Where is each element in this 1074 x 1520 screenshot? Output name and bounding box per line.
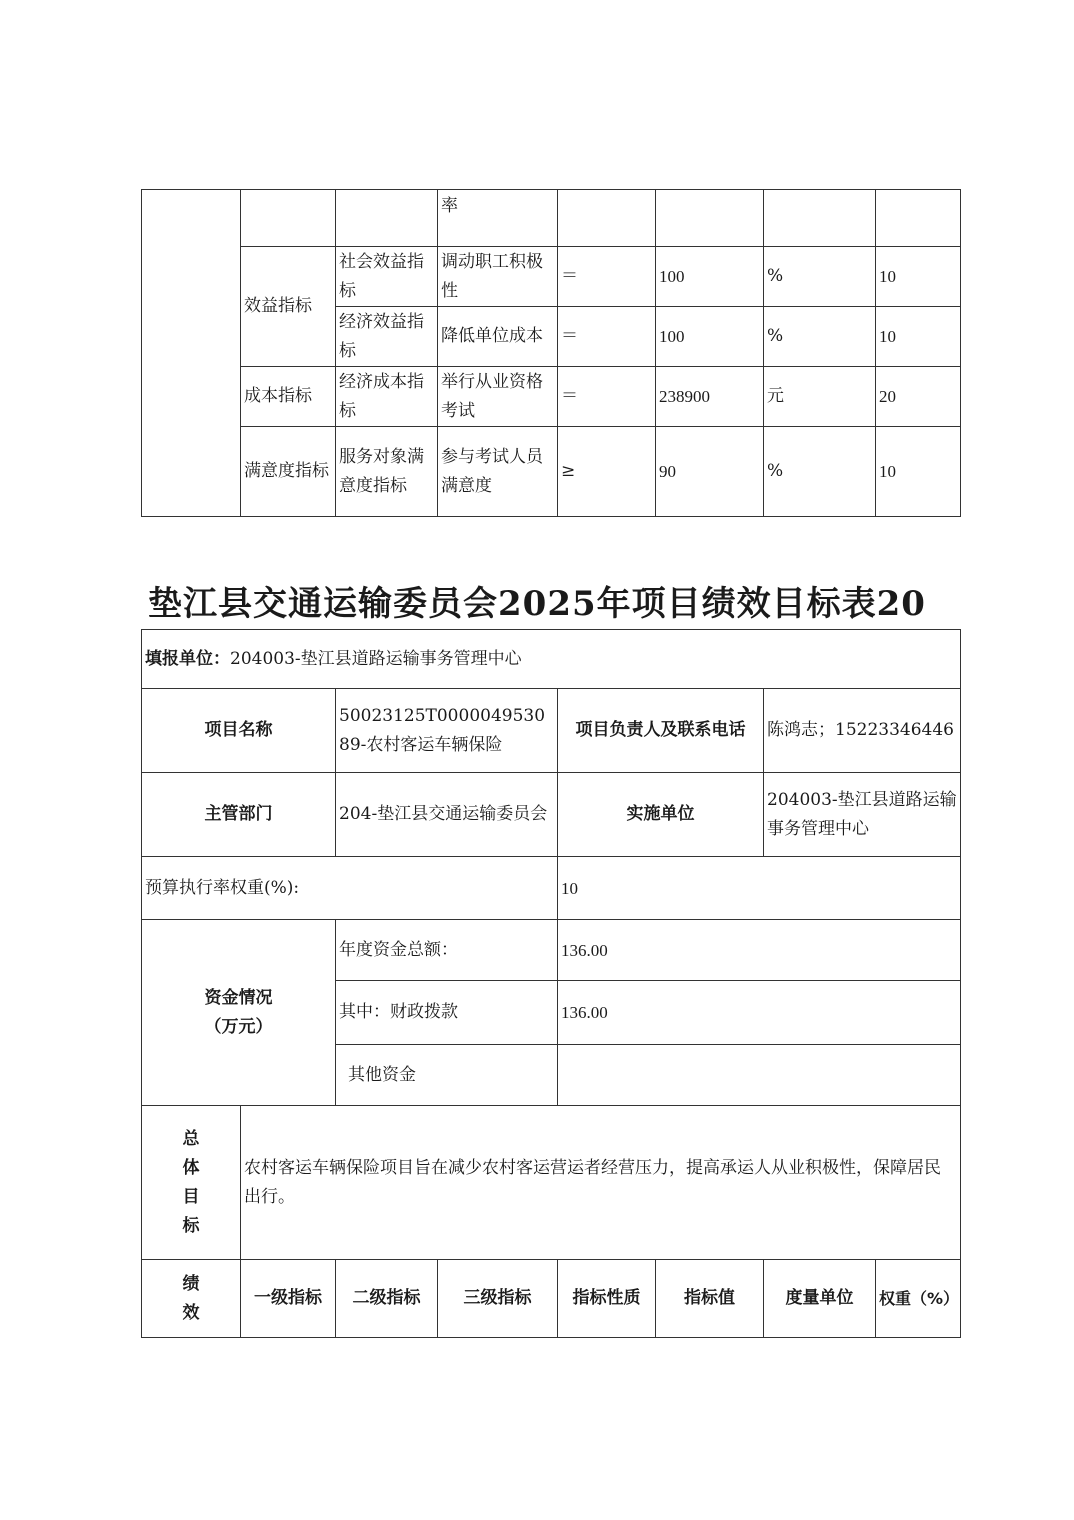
project-name-label: 项目名称 <box>142 689 336 773</box>
indicator-nature: ≥ <box>558 427 656 517</box>
indicator-weight: 20 <box>876 367 961 427</box>
header-level3: 三级指标 <box>438 1260 558 1338</box>
indicator-nature: ＝ <box>558 367 656 427</box>
funds-other-value <box>558 1045 961 1106</box>
leader-value: 陈鸿志；15223346446 <box>764 689 961 773</box>
indicator-unit: % <box>764 427 876 517</box>
funds-fiscal-label: 其中：财政拨款 <box>336 981 558 1045</box>
reporting-unit-row <box>142 630 961 689</box>
level3-indicator: 降低单位成本 <box>438 307 558 367</box>
indicator-value: 100 <box>656 247 764 307</box>
budget-weight-value: 10 <box>558 857 961 920</box>
leader-label: 项目负责人及联系电话 <box>558 689 764 773</box>
indicator-value: 100 <box>656 307 764 367</box>
impl-unit-label: 实施单位 <box>558 773 764 857</box>
indicator-weight: 10 <box>876 307 961 367</box>
overall-goal-text: 农村客运车辆保险项目旨在减少农村客运营运者经营压力，提高承运人从业积极性，保障居民出行。 <box>241 1106 961 1260</box>
project-name-value: 50023125T000004953089-农村客运车辆保险 <box>336 689 558 773</box>
funds-total-value: 136.00 <box>558 920 961 981</box>
level2-indicator: 服务对象满意度指标 <box>336 427 438 517</box>
page-title: 垫江县交通运输委员会2025年项目绩效目标表20 <box>148 584 926 624</box>
dept-value: 204-垫江县交通运输委员会 <box>336 773 558 857</box>
level2-indicator: 社会效益指标 <box>336 247 438 307</box>
level1-indicator: 成本指标 <box>241 367 336 427</box>
cell-empty <box>336 190 438 247</box>
indicator-nature: ＝ <box>558 247 656 307</box>
funds-other-label: 其他资金 <box>336 1045 558 1106</box>
indicator-weight: 10 <box>876 427 961 517</box>
header-unit: 度量单位 <box>764 1260 876 1338</box>
dept-label: 主管部门 <box>142 773 336 857</box>
impl-unit-value: 204003-垫江县道路运输事务管理中心 <box>764 773 961 857</box>
level2-indicator: 经济成本指标 <box>336 367 438 427</box>
level3-continued: 率 <box>438 190 558 247</box>
reporting-unit-label: 填报单位： <box>145 648 230 669</box>
level3-indicator: 调动职工积极性 <box>438 247 558 307</box>
indicator-value: 238900 <box>656 367 764 427</box>
perf-column-cell <box>142 190 241 517</box>
header-value: 指标值 <box>656 1260 764 1338</box>
budget-weight-label: 预算执行率权重(%): <box>142 857 558 920</box>
funds-label-line1: 资金情况 <box>204 987 273 1008</box>
cell-empty <box>241 190 336 247</box>
indicator-unit: % <box>764 247 876 307</box>
level2-indicator: 经济效益指标 <box>336 307 438 367</box>
funds-label-line2: （万元） <box>204 1016 273 1037</box>
level1-indicator: 效益指标 <box>241 247 336 367</box>
funds-total-label: 年度资金总额： <box>336 920 558 981</box>
funds-fiscal-value: 136.00 <box>558 981 961 1045</box>
level1-indicator: 满意度指标 <box>241 427 336 517</box>
overall-goal-label: 总 体 目 标 <box>142 1106 241 1260</box>
indicator-unit: 元 <box>764 367 876 427</box>
header-nature: 指标性质 <box>558 1260 656 1338</box>
previous-indicator-table <box>141 189 961 517</box>
level3-indicator: 参与考试人员满意度 <box>438 427 558 517</box>
performance-label: 绩 效 <box>142 1260 241 1338</box>
header-level1: 一级指标 <box>241 1260 336 1338</box>
header-weight: 权重（%） <box>876 1260 961 1338</box>
funds-label <box>142 920 336 1106</box>
indicator-value: 90 <box>656 427 764 517</box>
indicator-nature: ＝ <box>558 307 656 367</box>
performance-target-table <box>141 629 961 1338</box>
reporting-unit-value: 204003-垫江县道路运输事务管理中心 <box>230 648 522 669</box>
indicator-weight: 10 <box>876 247 961 307</box>
indicator-unit: % <box>764 307 876 367</box>
level3-indicator: 举行从业资格考试 <box>438 367 558 427</box>
header-level2: 二级指标 <box>336 1260 438 1338</box>
